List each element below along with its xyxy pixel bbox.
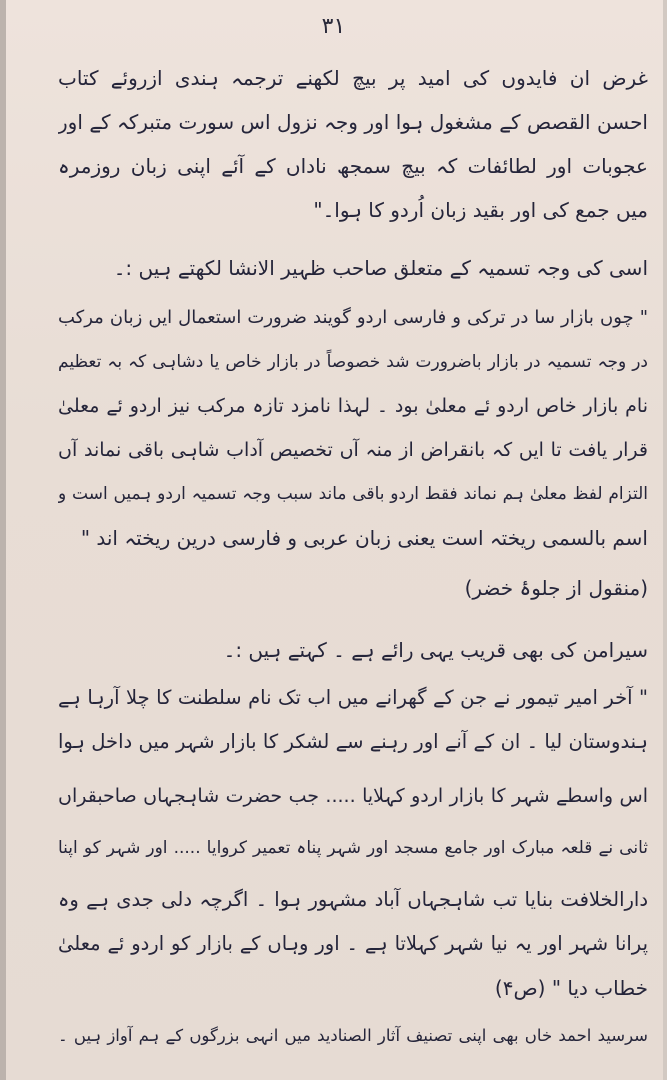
text-line-14: " آخر امیر تیمور نے جن کے گھرانے میں اب تک نام سلطنت کا چلا آرہا ہے [58, 686, 648, 709]
text-line-5: اسی کی وجہ تسمیہ کے متعلق صاحب ظہیر الانشا لکھتے ہیں :۔ [113, 256, 648, 280]
text-line-10: التزام لفظ معلیٰ ہم نماند فقط اردو باقی ماند سبب وجہ تسمیہ اردو ہمیں است و [58, 484, 648, 504]
text-line-21: سرسید احمد خاں بھی اپنی تصنیف آثار الصنادید میں انہی بزرگوں کے ہم آواز ہیں ۔ [58, 1026, 648, 1045]
text-line-3: عجوبات اور لطائفات کہ بیچ سمجھ ناداں کے آئے اپنی زبان روزمرہ [58, 154, 648, 178]
text-line-8: نام بازار خاص اردو ئے معلیٰ بود ۔ لہذا نامزد تازہ مرکب نیز اردو ئے معلیٰ [58, 395, 648, 417]
scan-edge-right [663, 0, 667, 1080]
text-line-18: دارالخلافت بنایا تب شاہجہاں آباد مشہور ہوا ۔ اگرچہ دلی جدی ہے وہ [58, 888, 648, 911]
text-line-4: میں جمع کی اور بقید زبان اُردو کا ہوا۔" [313, 198, 648, 222]
text-line-19: پرانا شہر اور یہ نیا شہر کہلاتا ہے ۔ اور وہاں کے بازار کو اردو ئے معلیٰ [58, 932, 648, 955]
text-line-7: در وجہ تسمیہ در بازار باضرورت شد خصوصاً در بازار خاص یا دشاہی کہ بہ تعظیم [58, 352, 648, 372]
text-line-20: خطاب دیا " (ص۴) [494, 976, 648, 1000]
body-text [58, 62, 648, 1062]
text-line-1: غرض ان فایدوں کی امید پر بیچ لکھنے ترجمہ ہندی ازروئے کتاب [58, 66, 648, 90]
page-number: ۳۱ [321, 14, 346, 39]
text-line-11: اسم بالسمی ریختہ است یعنی زبان عربی و فارسی درین ریختہ اند " [80, 526, 648, 550]
text-line-16: اس واسطے شہر کا بازار اردو کہلایا ..... جب حضرت شاہجہاں صاحبقراں [58, 785, 648, 807]
citation: (منقول از جلوۂ خضر) [464, 576, 648, 600]
text-line-6: " چوں بازار سا در ترکی و فارسی اردو گویند ضرورت استعمال ایں زبان مرکب [58, 307, 648, 328]
text-line-9: قرار یافت تا ایں کہ بانقراض از منہ آں تخصیص آداب شاہی باقی نماند آں [58, 439, 648, 461]
text-line-17: ثانی نے قلعہ مبارک اور جامع مسجد اور شہر پناہ تعمیر کروایا ..... اور شہر کو اپنا [58, 838, 648, 858]
scan-edge-shadow [0, 0, 6, 1080]
text-line-2: احسن القصص کے مشغول ہوا اور وجہ نزول اس سورت متبرکہ کے اور [58, 110, 648, 134]
text-line-13: سیرامن کی بھی قریب یہی رائے ہے ۔ کہتے ہیں :۔ [223, 638, 648, 662]
text-line-15: ہندوستان لیا ۔ ان کے آنے اور رہنے سے لشکر کا بازار شہر میں داخل ہوا [58, 730, 648, 753]
